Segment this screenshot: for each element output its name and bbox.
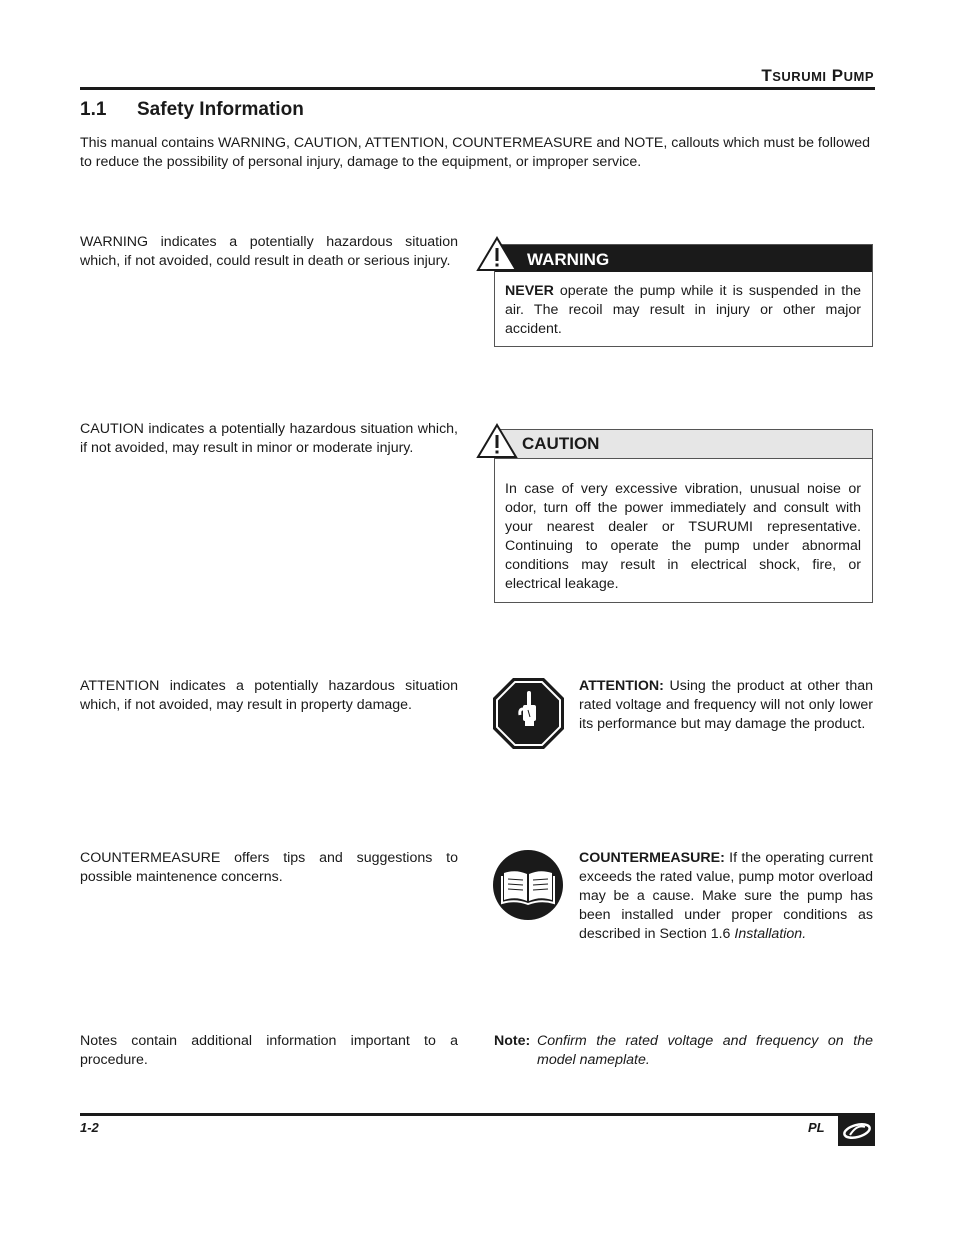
note-lead: Note: bbox=[494, 1033, 531, 1049]
warning-lead: NEVER bbox=[505, 283, 554, 299]
attention-lead: ATTENTION: bbox=[579, 678, 664, 694]
brand-title: TSURUMI PUMP bbox=[761, 66, 874, 85]
warning-description: WARNING indicates a potentially hazardous situation which, if not avoided, could result in death or serious injury. bbox=[80, 234, 458, 269]
section-title: Safety Information bbox=[137, 99, 304, 120]
attention-body: Using the product at other than rated voltage and frequency will not only lower its performance but may damage the product. bbox=[579, 678, 873, 732]
section-heading bbox=[80, 99, 304, 121]
tsurumi-logo-icon bbox=[838, 1116, 875, 1146]
warning-box bbox=[494, 244, 873, 347]
page-number: 1-2 bbox=[80, 1120, 99, 1135]
section-number: 1.1 bbox=[80, 99, 107, 120]
countermeasure-body: If the operating current exceeds the rated value, pump motor overload may be a cause. Make sure the pump has been installed under proper conditions as described in Section 1.6 bbox=[579, 850, 873, 942]
countermeasure-text bbox=[579, 849, 873, 944]
header-rule bbox=[80, 87, 875, 90]
exclamation-triangle-icon bbox=[476, 236, 518, 272]
model-code: PL bbox=[808, 1120, 825, 1135]
footer-rule bbox=[80, 1113, 875, 1116]
caution-text: In case of very excessive vibration, unusual noise or odor, turn off the power immediately and consult with your nearest dealer or TSURUMI representative. Continuing to operate the pump under abnormal conditions may result in electrical shock, fire, or electrical leakage. bbox=[505, 481, 861, 592]
note-text: Confirm the rated voltage and frequency on the model nameplate. bbox=[537, 1033, 873, 1068]
note-description: Notes contain additional information important to a procedure. bbox=[80, 1033, 458, 1068]
warning-body: operate the pump while it is suspended in the air. The recoil may result in injury or other major accident. bbox=[505, 283, 861, 337]
countermeasure-section-ref: Installation. bbox=[734, 926, 807, 942]
countermeasure-lead: COUNTERMEASURE: bbox=[579, 850, 725, 866]
caution-label: CAUTION bbox=[522, 434, 600, 453]
intro-paragraph: This manual contains WARNING, CAUTION, ATTENTION, COUNTERMEASURE and NOTE, callouts which must be followed to reduce the possibility of personal injury, damage to the equipment, or improper service. bbox=[80, 135, 870, 170]
warning-label: WARNING bbox=[527, 250, 610, 269]
exclamation-triangle-icon bbox=[476, 423, 518, 459]
countermeasure-description: COUNTERMEASURE offers tips and suggestions to possible maintenence concerns. bbox=[80, 850, 458, 885]
hand-stop-octagon-icon bbox=[492, 677, 565, 750]
warning-text bbox=[505, 282, 861, 339]
attention-text bbox=[579, 677, 873, 734]
open-book-icon bbox=[492, 849, 564, 921]
attention-description: ATTENTION indicates a potentially hazardous situation which, if not avoided, may result in property damage. bbox=[80, 678, 458, 713]
caution-description: CAUTION indicates a potentially hazardous situation which, if not avoided, may result in minor or moderate injury. bbox=[80, 421, 458, 456]
caution-box bbox=[494, 429, 873, 603]
